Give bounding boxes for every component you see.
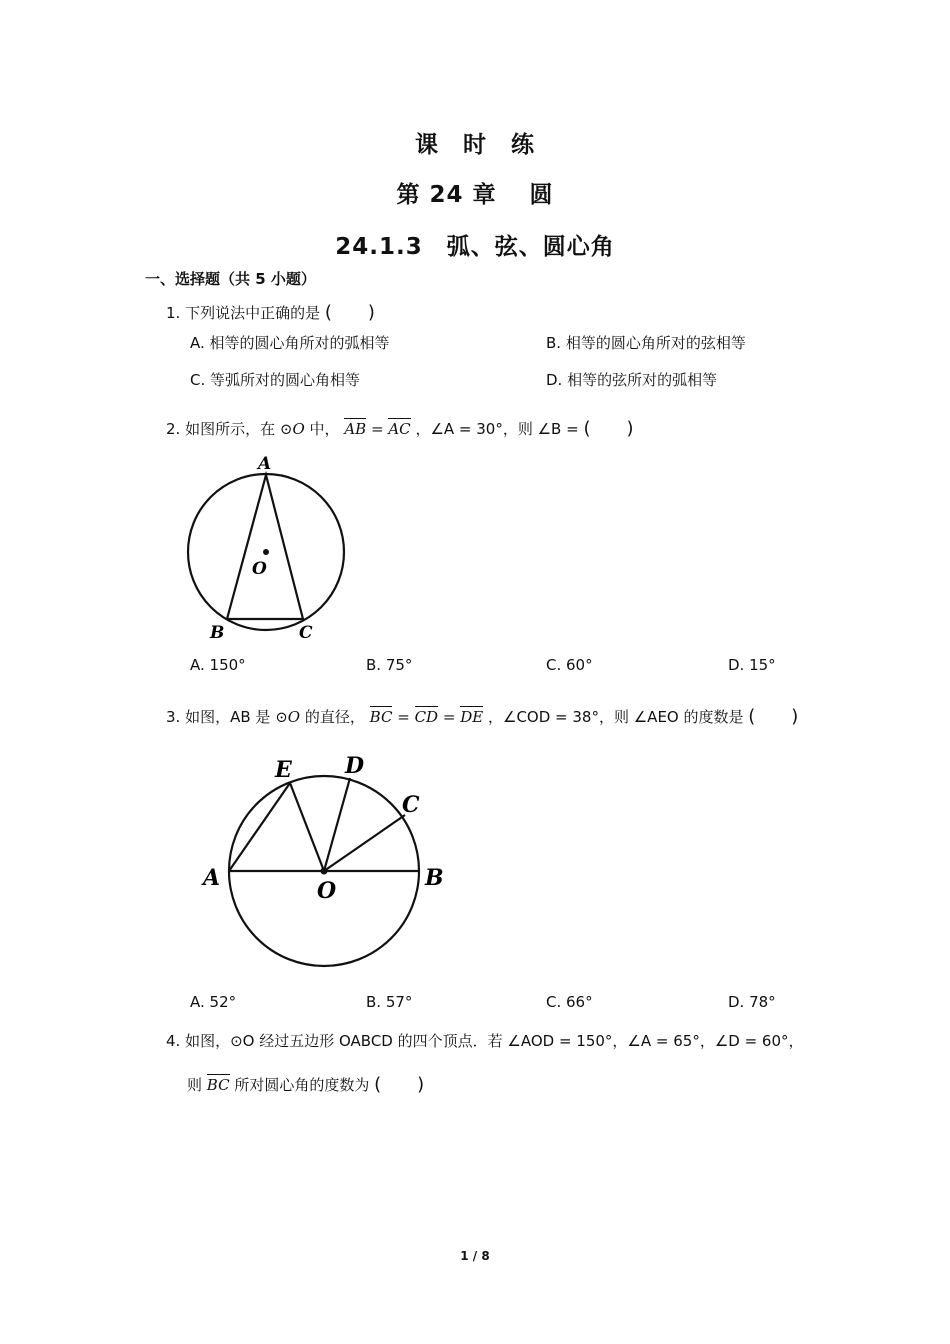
question-number: 4. [166, 1032, 181, 1050]
arc-bc: BC [369, 708, 393, 726]
radius-oc [324, 815, 405, 871]
option-c: C. 60° [546, 656, 593, 674]
option-d: D. 15° [728, 656, 776, 674]
page-title: 课 时 练 [415, 132, 535, 158]
label-d: D [345, 753, 365, 779]
center-point-o [321, 868, 328, 875]
section-heading: 一、选择题（共 5 小题） [145, 270, 316, 288]
option-c: C. 等弧所对的圆心角相等 [190, 371, 361, 389]
question-text: 如图所示，在 [185, 420, 276, 438]
answer-paren: ( ) [583, 418, 634, 439]
question-text: 下列说法中正确的是 [185, 304, 321, 322]
question-text: 如图，⊙O 经过五边形 OABCD 的四个顶点．若 ∠AOD = 150°，∠A = 65°，∠D = 60°， [185, 1032, 804, 1050]
lesson-title: 24.1.3 弧、弦、圆心角 [335, 234, 615, 260]
arc-ab: AB [344, 420, 367, 438]
label-b: B [425, 865, 444, 891]
option-b: B. 57° [366, 993, 413, 1011]
question-text: ，∠A = 30°，则 ∠B = [415, 420, 579, 438]
option-b: B. 75° [366, 656, 413, 674]
question-text: 中， [309, 420, 340, 438]
answer-paren: ( ) [324, 302, 375, 323]
equals-sign: = [370, 420, 384, 438]
chapter-title: 第 24 章 圆 [396, 182, 554, 208]
label-a: A [258, 454, 272, 474]
arc-bc: BC [206, 1076, 230, 1094]
option-a: A. 相等的圆心角所对的弧相等 [190, 334, 390, 352]
option-a: A. 52° [190, 993, 237, 1011]
page-number: 1 / 8 [460, 1249, 490, 1263]
question-text: 所对圆心角的度数为 [234, 1076, 370, 1094]
triangle-abc [227, 475, 303, 619]
option-a: A. 150° [190, 656, 246, 674]
arc-ac: AC [388, 420, 411, 438]
option-d: D. 相等的弦所对的弧相等 [546, 371, 718, 389]
label-o: O [252, 559, 267, 579]
equals-sign: = [397, 708, 410, 726]
question-text: 的直径， [304, 708, 365, 726]
answer-paren: ( ) [748, 706, 799, 727]
question-3 [166, 702, 798, 728]
question-2 [166, 414, 634, 440]
center-point-o [263, 549, 269, 555]
label-e: E [275, 757, 292, 783]
question-text: ，∠COD = 38°，则 ∠AEO 的度数是 [488, 708, 744, 726]
label-c: C [299, 623, 313, 643]
equals-sign: = [442, 708, 456, 726]
question-1 [166, 298, 375, 324]
question-number: 3. [166, 708, 181, 726]
answer-paren: ( ) [374, 1074, 425, 1095]
circle-o-symbol: ⊙O [275, 708, 301, 726]
label-c: C [402, 792, 420, 818]
figure-q3 [195, 745, 455, 985]
chord-ae [229, 783, 290, 871]
question-number: 1. [166, 304, 181, 322]
label-b: B [210, 623, 225, 643]
option-d: D. 78° [728, 993, 776, 1011]
circle-o-symbol: ⊙O [279, 420, 305, 438]
question-number: 2. [166, 420, 181, 438]
figure-q2 [180, 450, 360, 650]
radius-oe [290, 783, 324, 871]
arc-cd: CD [414, 708, 439, 726]
question-4 [166, 1030, 804, 1051]
arc-de: DE [460, 708, 484, 726]
label-a: A [203, 865, 221, 891]
question-text: 如图，AB 是 [185, 708, 271, 726]
label-o: O [317, 878, 337, 904]
question-4-line-2 [187, 1070, 424, 1096]
question-text: 则 [187, 1076, 203, 1094]
option-b: B. 相等的圆心角所对的弦相等 [546, 334, 746, 352]
option-c: C. 66° [546, 993, 593, 1011]
